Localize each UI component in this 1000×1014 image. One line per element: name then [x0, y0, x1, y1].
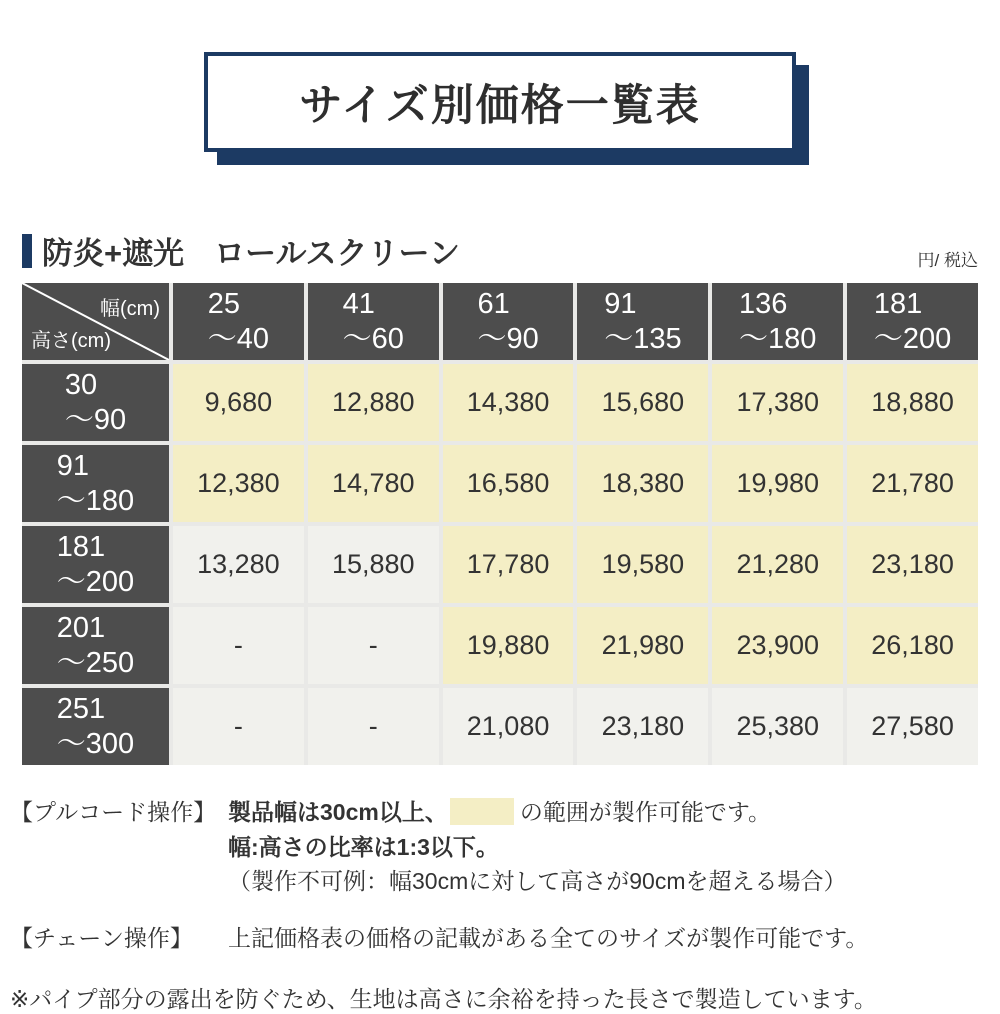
- price-cell: 12,380: [173, 445, 304, 522]
- row-header: [22, 526, 169, 603]
- col-header: [847, 283, 978, 360]
- col-header: [577, 283, 708, 360]
- row-header-range: 201 〜250: [56, 612, 135, 679]
- note-chain: [10, 921, 990, 956]
- price-cell: 13,280: [173, 526, 304, 603]
- row-header: [22, 688, 169, 765]
- height-axis-label: 高さ(cm): [31, 330, 111, 352]
- price-cell: 15,680: [577, 364, 708, 441]
- pullcord-line2: 幅:高さの比率は1:3以下。: [228, 833, 499, 860]
- pullcord-line1-bold: 製品幅は30cm以上、: [228, 799, 448, 825]
- price-cell: 15,880: [308, 526, 439, 603]
- col-header: [173, 283, 304, 360]
- price-cell: 21,280: [712, 526, 843, 603]
- price-cell: 19,880: [443, 607, 574, 684]
- price-cell: 12,880: [308, 364, 439, 441]
- note-pullcord: [10, 795, 990, 899]
- price-cell: 23,180: [577, 688, 708, 765]
- price-cell: 25,380: [712, 688, 843, 765]
- col-header-range: 25 〜40: [207, 288, 270, 355]
- col-header-range: 41 〜60: [342, 288, 404, 355]
- width-axis-label: 幅(cm): [100, 298, 160, 320]
- row-header: [22, 364, 169, 441]
- col-header-range: 61 〜90: [477, 288, 539, 355]
- col-header-range: 136 〜180: [739, 288, 817, 355]
- price-cell: 21,780: [847, 445, 978, 522]
- price-unit-label: 円/ 税込: [917, 251, 978, 270]
- price-cell: 14,780: [308, 445, 439, 522]
- row-header-range: 91 〜180: [56, 450, 135, 517]
- price-cell: 18,880: [847, 364, 978, 441]
- category-accent-bar: [22, 234, 32, 268]
- price-cell: -: [308, 607, 439, 684]
- pullcord-label: 【プルコード操作】: [10, 799, 217, 825]
- price-cell: 23,180: [847, 526, 978, 603]
- chain-text: 上記価格表の価格の記載がある全てのサイズが製作可能です。: [228, 924, 869, 951]
- cream-color-swatch: [450, 798, 514, 825]
- row-header-range: 181 〜200: [56, 531, 135, 598]
- pullcord-line1: [228, 795, 990, 830]
- title-box: [204, 52, 796, 152]
- price-cell: 9,680: [173, 364, 304, 441]
- col-header: [443, 283, 574, 360]
- category-label: 防炎+遮光: [42, 236, 185, 271]
- row-header-range: 251 〜300: [56, 693, 135, 760]
- price-cell: 27,580: [847, 688, 978, 765]
- price-cell: 21,980: [577, 607, 708, 684]
- row-header: [22, 607, 169, 684]
- price-cell: -: [173, 688, 304, 765]
- col-header-range: 91 〜135: [604, 288, 682, 355]
- col-header: [712, 283, 843, 360]
- price-cell: 19,580: [577, 526, 708, 603]
- row-header-range: 30 〜90: [64, 369, 127, 436]
- price-cell: 16,580: [443, 445, 574, 522]
- price-table: [22, 283, 978, 765]
- col-header: [308, 283, 439, 360]
- price-cell: 18,380: [577, 445, 708, 522]
- price-cell: 17,780: [443, 526, 574, 603]
- price-cell: 23,900: [712, 607, 843, 684]
- price-cell: 26,180: [847, 607, 978, 684]
- price-cell: -: [173, 607, 304, 684]
- price-cell: 14,380: [443, 364, 574, 441]
- chain-label: 【チェーン操作】: [10, 924, 193, 951]
- section-header: [22, 228, 978, 273]
- price-cell: 17,380: [712, 364, 843, 441]
- notes-section: [10, 795, 990, 955]
- price-cell: -: [308, 688, 439, 765]
- pullcord-body: [228, 795, 990, 899]
- price-cell: 19,980: [712, 445, 843, 522]
- product-label: ロールスクリーン: [214, 236, 460, 271]
- corner-cell: [22, 283, 169, 360]
- footnote: ※パイプ部分の露出を防ぐため、生地は高さに余裕を持った長さで製造しています。: [10, 986, 877, 1012]
- pullcord-line3: （製作不可例：幅30cmに対して高さが90cmを超える場合）: [228, 868, 847, 894]
- page-title: サイズ別価格一覧表: [299, 81, 701, 130]
- row-header: [22, 445, 169, 522]
- title-banner: [0, 0, 1000, 152]
- pullcord-line1-rest: の範囲が製作可能です。: [519, 799, 771, 825]
- price-cell: 21,080: [443, 688, 574, 765]
- col-header-range: 181 〜200: [873, 288, 952, 355]
